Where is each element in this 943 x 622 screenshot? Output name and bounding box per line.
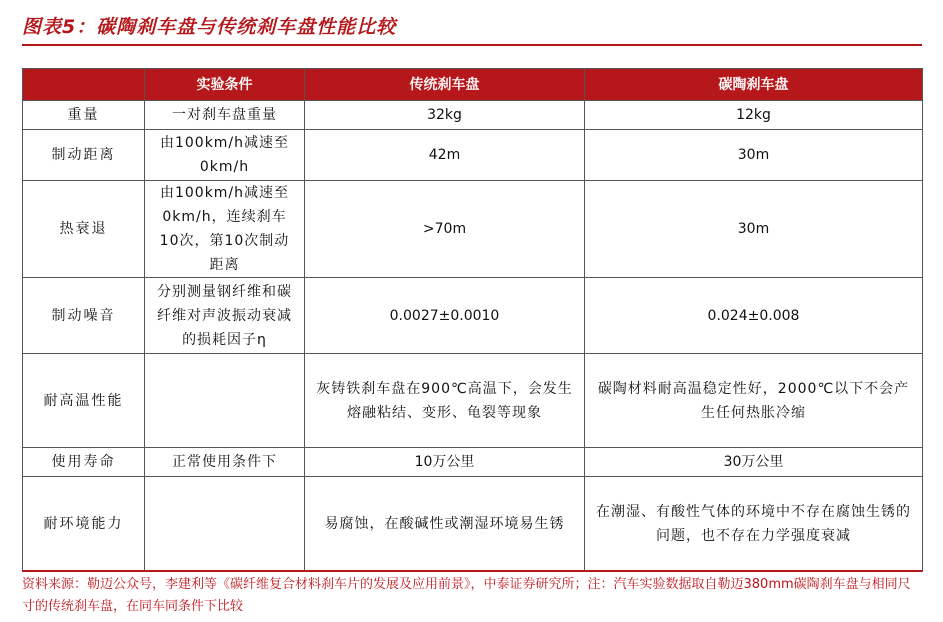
row-condition bbox=[145, 354, 305, 448]
header-traditional: 传统刹车盘 bbox=[305, 69, 585, 101]
table-row bbox=[23, 278, 923, 354]
row-ceramic: 30万公里 bbox=[585, 448, 923, 477]
row-item: 耐高温性能 bbox=[23, 354, 145, 448]
header-ceramic: 碳陶刹车盘 bbox=[585, 69, 923, 101]
figure-title: 图表5：碳陶刹车盘与传统刹车盘性能比较 bbox=[22, 16, 397, 38]
row-traditional: 0.0027±0.0010 bbox=[305, 278, 585, 354]
row-ceramic: 30m bbox=[585, 130, 923, 181]
row-item: 热衰退 bbox=[23, 181, 145, 278]
row-ceramic: 0.024±0.008 bbox=[585, 278, 923, 354]
table-row bbox=[23, 354, 923, 448]
table-row bbox=[23, 101, 923, 130]
row-condition bbox=[145, 477, 305, 572]
row-condition: 由100km/h减速至0km/h，连续刹车10次，第10次制动距离 bbox=[145, 181, 305, 278]
row-traditional: 42m bbox=[305, 130, 585, 181]
row-traditional: >70m bbox=[305, 181, 585, 278]
row-traditional: 10万公里 bbox=[305, 448, 585, 477]
row-ceramic: 30m bbox=[585, 181, 923, 278]
row-condition: 由100km/h减速至0km/h bbox=[145, 130, 305, 181]
row-item: 重量 bbox=[23, 101, 145, 130]
row-item: 使用寿命 bbox=[23, 448, 145, 477]
row-ceramic: 12kg bbox=[585, 101, 923, 130]
source-note: 资料来源：勒迈公众号，李建利等《碳纤维复合材料刹车片的发展及应用前景》，中泰证券研究所；注：汽车实验数据取自勒迈380mm碳陶刹车盘与相同尺寸的传统刹车盘，在同车同条件下比较 bbox=[22, 570, 922, 618]
row-ceramic: 在潮湿、有酸性气体的环境中不存在腐蚀生锈的问题，也不存在力学强度衰减 bbox=[585, 477, 923, 572]
table-row bbox=[23, 477, 923, 572]
row-item: 制动噪音 bbox=[23, 278, 145, 354]
table-row bbox=[23, 448, 923, 477]
row-traditional: 32kg bbox=[305, 101, 585, 130]
row-ceramic: 碳陶材料耐高温稳定性好，2000℃以下不会产生任何热胀冷缩 bbox=[585, 354, 923, 448]
title-divider bbox=[22, 44, 922, 46]
row-item: 制动距离 bbox=[23, 130, 145, 181]
row-condition: 正常使用条件下 bbox=[145, 448, 305, 477]
header-item bbox=[23, 69, 145, 101]
table-row bbox=[23, 130, 923, 181]
figure-header bbox=[0, 0, 943, 50]
row-traditional: 易腐蚀，在酸碱性或潮湿环境易生锈 bbox=[305, 477, 585, 572]
row-condition: 一对刹车盘重量 bbox=[145, 101, 305, 130]
row-item: 耐环境能力 bbox=[23, 477, 145, 572]
header-condition: 实验条件 bbox=[145, 69, 305, 101]
table-header-row bbox=[23, 69, 923, 101]
table-row bbox=[23, 181, 923, 278]
row-traditional: 灰铸铁刹车盘在900℃高温下，会发生熔融粘结、变形、龟裂等现象 bbox=[305, 354, 585, 448]
row-condition: 分别测量钢纤维和碳纤维对声波振动衰减的损耗因子η bbox=[145, 278, 305, 354]
comparison-table bbox=[22, 68, 923, 572]
